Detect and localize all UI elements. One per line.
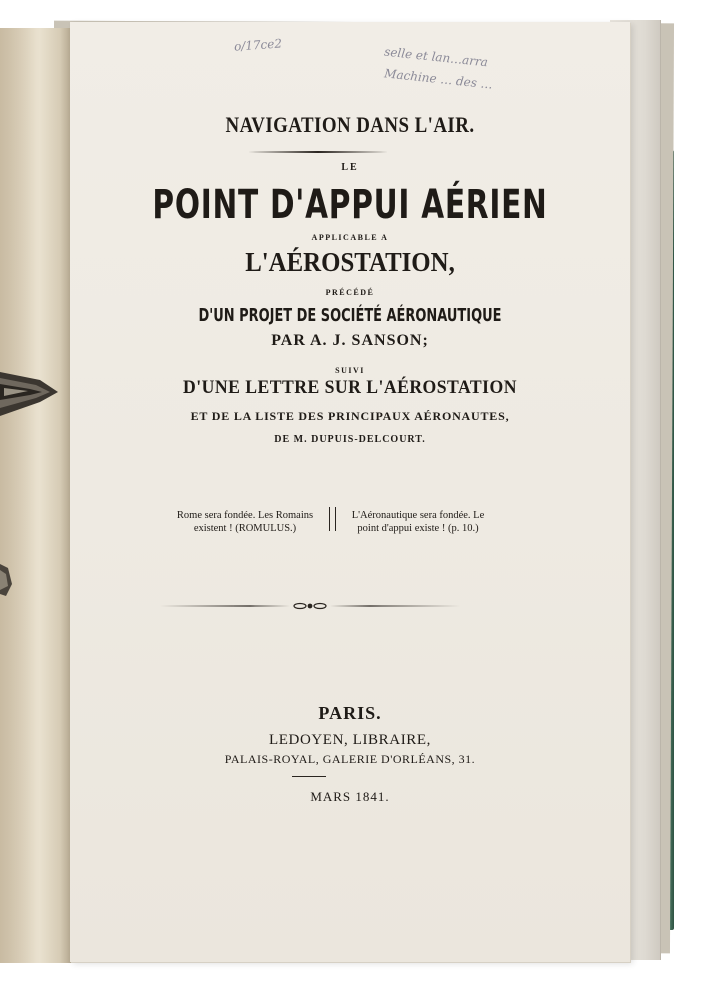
aerostation-line: L'AÉROSTATION,: [245, 247, 455, 277]
series-heading: NAVIGATION DANS L'AIR.: [225, 112, 475, 137]
pencil-note-line-2: Machine … des …: [383, 66, 494, 92]
letter-line: D'UNE LETTRE SUR L'AÉROSTATION: [183, 377, 517, 398]
title-rule: [248, 151, 388, 153]
article-le: LE: [341, 162, 359, 173]
author-line: PAR A. J. SANSON;: [271, 332, 429, 349]
epigraph-right-line-1: L'Aéronautique sera fondée. Le: [351, 510, 485, 521]
imprint-address: PALAIS-ROYAL, GALERIE D'ORLÉANS, 31.: [224, 752, 476, 766]
applicable-line: APPLICABLE A: [311, 233, 389, 242]
engraving-fragment-lower: [0, 560, 14, 600]
epigraph-divider: [329, 507, 336, 531]
pencil-shelfmark: o/17ce2: [233, 36, 283, 54]
precede-line: PRÉCÉDÉ: [325, 288, 375, 297]
imprint-publisher: LEDOYEN, LIBRAIRE,: [268, 732, 432, 748]
pencil-note-line-1: selle et lan…arra: [383, 44, 489, 70]
project-line: D'UN PROJET DE SOCIÉTÉ AÉRONAUTIQUE: [198, 305, 502, 326]
facing-page-edge: [0, 28, 36, 963]
imprint-city: PARIS.: [318, 703, 382, 723]
main-title: POINT D'APPUI AÉRIEN: [152, 182, 548, 228]
epigraph-left: [160, 509, 330, 535]
imprint-date: MARS 1841.: [310, 789, 390, 804]
epigraph-left-line-2: existent ! (ROMULUS.): [193, 523, 297, 534]
epigraph-right-line-2: point d'appui existe ! (p. 10.): [357, 523, 479, 534]
imprint-dash: [292, 776, 326, 777]
contributor-line: DE M. DUPUIS-DELCOURT.: [274, 434, 426, 445]
engraving-fragment: [0, 358, 62, 430]
list-line: ET DE LA LISTE DES PRINCIPAUX AÉRONAUTES,: [190, 409, 510, 423]
ornamental-rule: [160, 598, 460, 614]
epigraph-right: [343, 509, 493, 535]
suivi-line: SUIVI: [335, 366, 365, 375]
epigraph-left-line-1: Rome sera fondée. Les Romains: [176, 510, 314, 521]
